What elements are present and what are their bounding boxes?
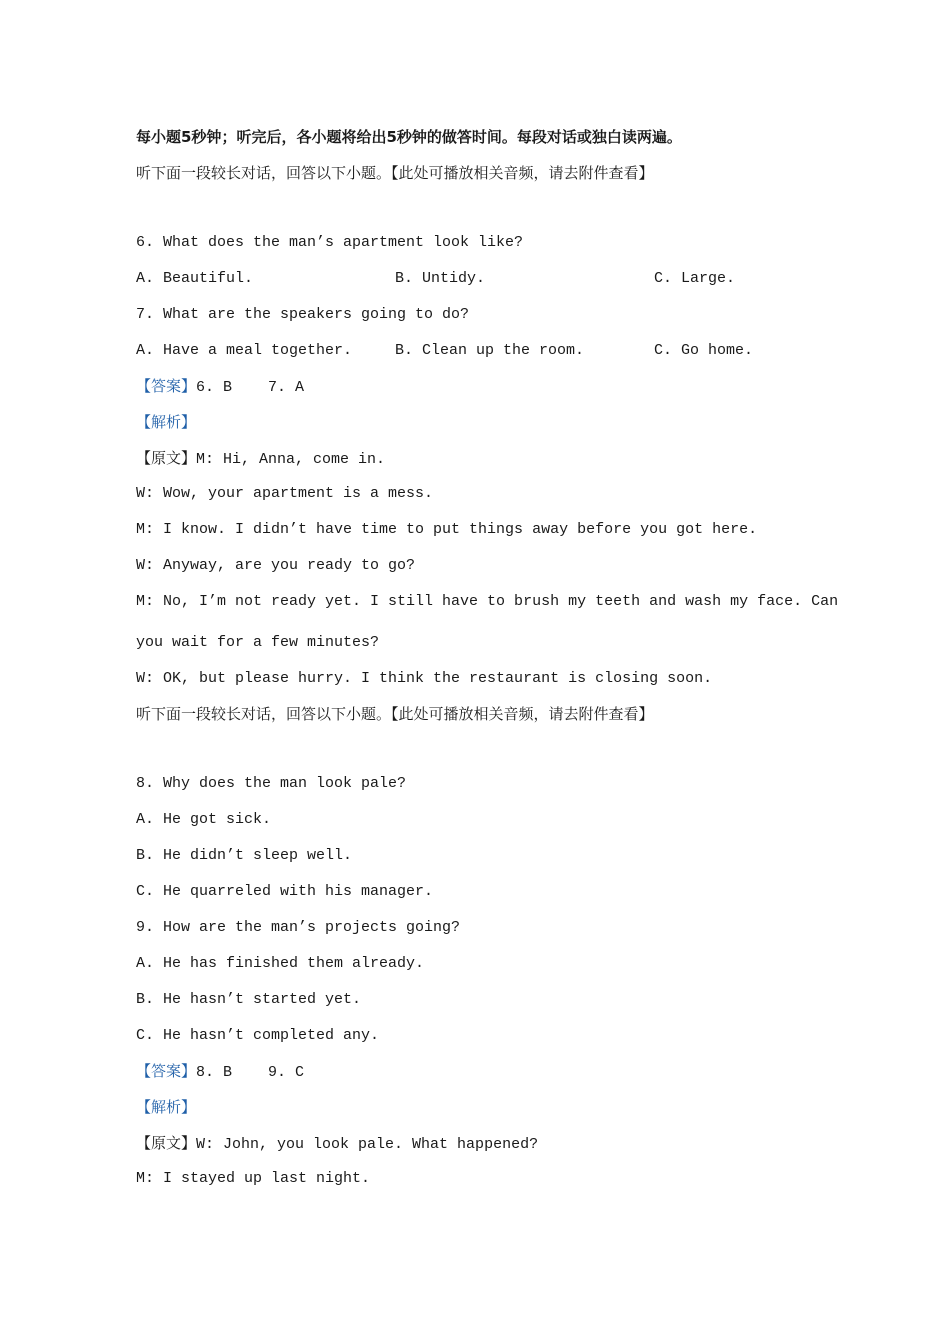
answer-tag: 【答案】 [136,377,197,395]
q8-option-c: C. He quarreled with his manager. [136,883,434,900]
question-9: 9. How are the man’s projects going? [136,919,461,936]
answer-line-1 [136,376,304,398]
script-text: M: Hi, Anna, come in. [196,451,386,468]
answer-text: 8. B 9. C [196,1064,305,1081]
script-line: M: I stayed up last night. [136,1170,371,1187]
section2-intro: 听下面一段较长对话，回答以下小题。【此处可播放相关音频，请去附件查看】 [136,705,654,723]
section1-intro: 听下面一段较长对话，回答以下小题。【此处可播放相关音频，请去附件查看】 [136,164,654,182]
question-7: 7. What are the speakers going to do? [136,306,470,323]
q6-option-c: C. Large. [654,270,736,287]
q7-option-a: A. Have a meal together. [136,342,353,359]
q7-option-b: B. Clean up the room. [395,342,585,359]
q9-option-c: C. He hasn’t completed any. [136,1027,380,1044]
q6-option-a: A. Beautiful. [136,270,254,287]
question-6: 6. What does the man’s apartment look like? [136,234,524,251]
q6-option-b: B. Untidy. [395,270,486,287]
script-line: M: No, I’m not ready yet. I still have to brush my teeth and wash my face. Can [136,593,839,610]
answer-text: 6. B 7. A [196,379,305,396]
script-line: W: Anyway, are you ready to go? [136,557,416,574]
q7-option-c: C. Go home. [654,342,754,359]
q8-option-b: B. He didn’t sleep well. [136,847,353,864]
answer-line-2 [136,1061,304,1083]
script-line [136,1133,538,1155]
listening-instruction: 每小题5秒钟；听完后，各小题将给出5秒钟的做答时间。每段对话或独白读两遍。 [136,128,682,146]
original-tag: 【原文】 [136,1134,197,1152]
script-line: you wait for a few minutes? [136,634,380,651]
script-line [136,448,385,470]
question-8: 8. Why does the man look pale? [136,775,407,792]
script-text: W: John, you look pale. What happened? [196,1136,539,1153]
analysis-tag: 【解析】 [136,1098,197,1116]
script-line: W: Wow, your apartment is a mess. [136,485,434,502]
answer-tag: 【答案】 [136,1062,197,1080]
q8-option-a: A. He got sick. [136,811,272,828]
script-line: W: OK, but please hurry. I think the restaurant is closing soon. [136,670,713,687]
analysis-tag: 【解析】 [136,413,197,431]
script-line: M: I know. I didn’t have time to put things away before you got here. [136,521,758,538]
q9-option-b: B. He hasn’t started yet. [136,991,362,1008]
q9-option-a: A. He has finished them already. [136,955,425,972]
original-tag: 【原文】 [136,449,197,467]
